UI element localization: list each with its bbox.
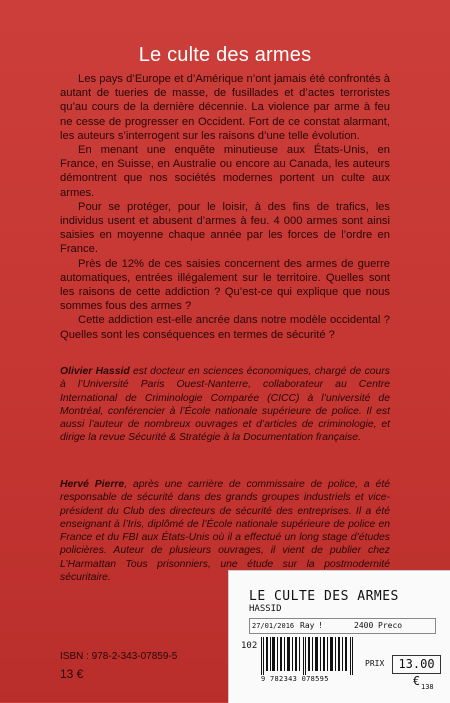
sticker-number: 138 [421, 683, 434, 691]
sticker-price-label: PRIX [365, 659, 385, 668]
cover-price: 13 € [60, 667, 84, 681]
sticker-ean: 9 782343 078595 [261, 675, 329, 683]
synopsis-paragraph: Cette addiction est-elle ancrée dans notre modèle occidental ? Quelles sont les conséquences en termes de sécurité ? [60, 314, 390, 341]
sticker-title: LE CULTE DES ARMES [249, 589, 399, 604]
author-bio-pierre [60, 478, 390, 584]
synopsis-paragraph: Pour se protéger, pour le loisir, à des fins de trafics, les individus usent et abusent d’armes à feu. 4 000 armes sont ainsi saisies en moyenne chaque année par les forces de l’ordre en France. [60, 200, 390, 256]
sticker-price: 13.00 € [392, 655, 441, 674]
sticker-code: Ray [300, 621, 315, 630]
synopsis-paragraph: Les pays d’Europe et d’Amérique n’ont jamais été confrontés à autant de tueries de masse, de fusillades et d’actes terroristes qu’au cours de la dernière décennie. La violence par arme à feu ne cesse de progresser en Occident. Fort de ce constat alarmant, les auteurs s’interrogent sur les raisons d’une telle évolution. [60, 73, 390, 142]
author-name: Hervé Pierre [60, 479, 125, 490]
synopsis-paragraph: Près de 12% de ces saisies concernent des armes de guerre automatiques, entrées illégalement sur le territoire. Quelles sont les raisons de cette addiction ? Qu’est-ce qui explique que nous sommes fous des armes ? [60, 257, 390, 313]
sticker-shelf: 102 [241, 641, 258, 651]
book-title: Le culte des armes [138, 44, 312, 66]
divider-icon: ! [318, 621, 323, 630]
author-bio-text: est docteur en sciences économiques, chargé de cours à l’Université Paris Ouest-Nanterre, collaborateur au Centre International de Criminologie Comparée (CICC) à l’université de Montréal, conférencier à l’École nationale supérieure de police. Il est aussi l’auteur de nombreux ouvrages et d’articles de criminologie, et dirige la revue Sécurité & Stratégie à la Documentation française. [60, 366, 390, 444]
isbn: ISBN : 978-2-343-07859-5 [60, 651, 178, 662]
sticker-date: 27/01/2016 [252, 622, 295, 630]
author-bio-text: , après une carrière de commissaire de police, a été responsable de sécurité dans des grands groupes industriels et vice-président du Club des directeurs de sécurité des entreprises. Il a été enseignant à l’Iris, diplômé de l’École nationale supérieure de police en France et du FBI aux États-Unis où il a effectué un long stage d’études policières. Auteur de plusieurs ouvrages, il vient de publier chez L’Harmattan Tous prisonniers, une étude sur la postmodernité sécuritaire. [60, 479, 390, 584]
sticker-info-row [249, 618, 436, 634]
author-name: Olivier Hassid [60, 366, 130, 377]
barcode-icon [261, 637, 353, 675]
synopsis-paragraph: En menant une enquête minutieuse aux États-Unis, en France, en Suisse, en Australie ou encore au Canada, les auteurs démontrent que nos sociétés modernes portent un culte aux armes. [60, 144, 390, 199]
sticker-qty: 2400 [354, 621, 374, 630]
price-sticker [228, 570, 450, 703]
synopsis [60, 72, 390, 342]
sticker-author: HASSID [249, 604, 282, 614]
author-bio-hassid [60, 365, 390, 445]
sticker-type: Preco [378, 621, 403, 630]
